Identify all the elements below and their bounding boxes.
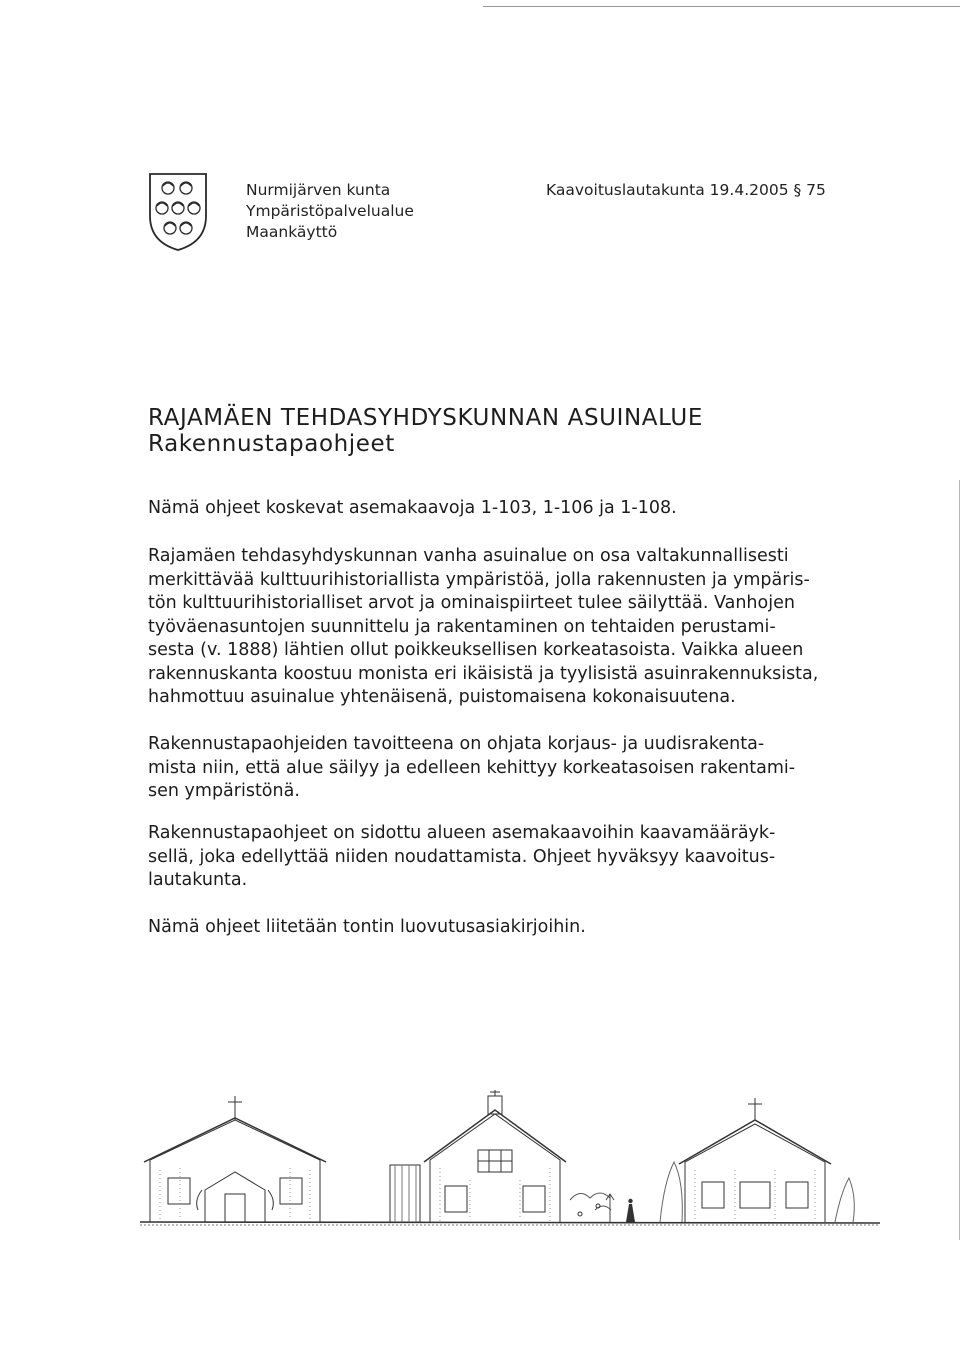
text-line: sellä, joka edellyttää niiden noudattamista. Ohjeet hyväksyy kaavoitus- xyxy=(148,846,776,867)
organization-name: Nurmijärven kunta xyxy=(246,181,391,199)
text-line: tön kulttuurihistorialliset arvot ja ominaispiirteet tulee säilyttää. Vanhojen xyxy=(148,593,795,613)
department-name: Ympäristöpalvelualue xyxy=(246,202,414,220)
text-line: Rakennustapaohjeet on sidottu alueen asemakaavoihin kaavamääräyk- xyxy=(148,823,776,843)
house-right xyxy=(660,1098,854,1222)
paragraph-attachment xyxy=(148,916,848,940)
paragraph-binding xyxy=(148,822,848,893)
text-line: mista niin, että alue säilyy ja edelleen kehittyy korkeatasoisen rakentami- xyxy=(148,757,796,778)
house-center xyxy=(390,1090,614,1222)
text-line: merkittävää kulttuurihistoriallista ympäristöä, jolla rakennusten ja ympäris- xyxy=(148,569,810,590)
text-line: sesta (v. 1888) lähtien ollut poikkeuksellisen korkeatasoista. Vaikka alueen xyxy=(148,640,804,660)
text-line: hahmottuu asuinalue yhtenäisenä, puistomaisena kokonaisuutena. xyxy=(148,687,736,707)
text-line: Nämä ohjeet koskevat asemakaavoja 1-103, 1-106 ja 1-108. xyxy=(148,498,677,518)
text-line: Nämä ohjeet liitetään tontin luovutusasiakirjoihin. xyxy=(148,917,586,937)
text-line: lautakunta. xyxy=(148,870,248,890)
document-subtitle: Rakennustapaohjeet xyxy=(148,431,395,457)
house-elevations-illustration xyxy=(140,1090,880,1230)
text-line: Rakennustapaohjeiden tavoitteena on ohjata korjaus- ja uudisrakenta- xyxy=(148,734,765,754)
text-line: Rajamäen tehdasyhdyskunnan vanha asuinalue on osa valtakunnallisesti xyxy=(148,546,789,566)
paragraph-goal xyxy=(148,733,848,804)
coat-of-arms-icon xyxy=(148,172,208,252)
house-left xyxy=(144,1096,326,1222)
paragraph-scope xyxy=(148,497,848,521)
unit-name: Maankäyttö xyxy=(246,223,338,241)
text-line: työväenasuntojen suunnittelu ja rakentaminen on tehtaiden perustami- xyxy=(148,616,776,637)
document-title: RAJAMÄEN TEHDASYHDYSKUNNAN ASUINALUE xyxy=(148,405,703,431)
scan-top-rule xyxy=(483,6,960,7)
meeting-reference: Kaavoituslautakunta 19.4.2005 § 75 xyxy=(546,181,826,199)
text-line: sen ympäristönä. xyxy=(148,781,300,801)
organization-block xyxy=(246,180,414,243)
text-line: rakennuskanta koostuu monista eri ikäisistä ja tyylisistä asuinrakennuksista, xyxy=(148,663,819,684)
paragraph-background xyxy=(148,545,848,710)
